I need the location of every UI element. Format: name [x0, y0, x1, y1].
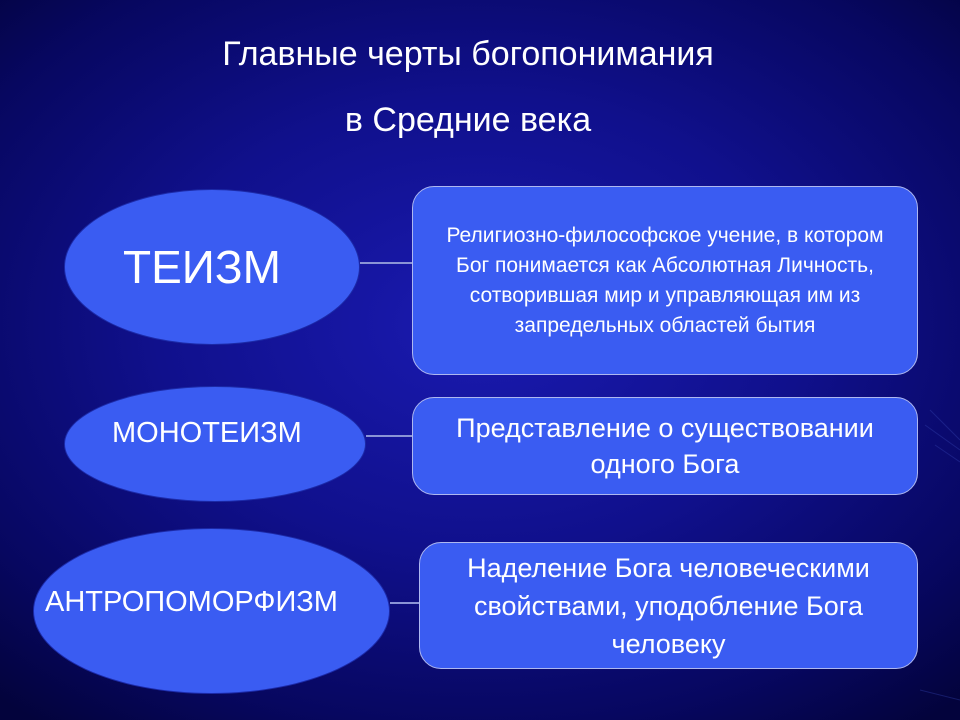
- connector-monotheism: [366, 435, 413, 437]
- definition-box-anthropomorphism: [419, 542, 918, 669]
- definition-text-theism: Религиозно-философское учение, в котором Бог понимается как Абсолютная Личность, сотворившая мир и управляющая им из запредельных областей бытия: [446, 223, 884, 337]
- connector-anthropomorphism: [390, 602, 420, 604]
- page-title-line-2: в Средние века: [344, 101, 592, 139]
- term-ellipse-monotheism: [64, 386, 366, 502]
- definition-text-anthropomorphism: Наделение Бога человеческими свойствами, уподобление Бога человеку: [467, 552, 870, 659]
- term-label-theism: ТЕИЗМ: [123, 241, 281, 293]
- page-title-line-1: Главные черты богопонимания: [222, 35, 714, 73]
- definition-box-theism: [412, 186, 918, 375]
- definition-text-monotheism: Представление о существовании одного Бога: [456, 413, 874, 479]
- term-ellipse-anthropomorphism: [33, 528, 390, 694]
- term-label-monotheism: МОНОТЕИЗМ: [112, 417, 302, 449]
- connector-theism: [360, 262, 413, 264]
- definition-box-monotheism: [412, 397, 918, 495]
- term-ellipse-theism: [64, 189, 360, 345]
- term-label-anthropomorphism: АНТРОПОМОРФИЗМ: [45, 586, 338, 618]
